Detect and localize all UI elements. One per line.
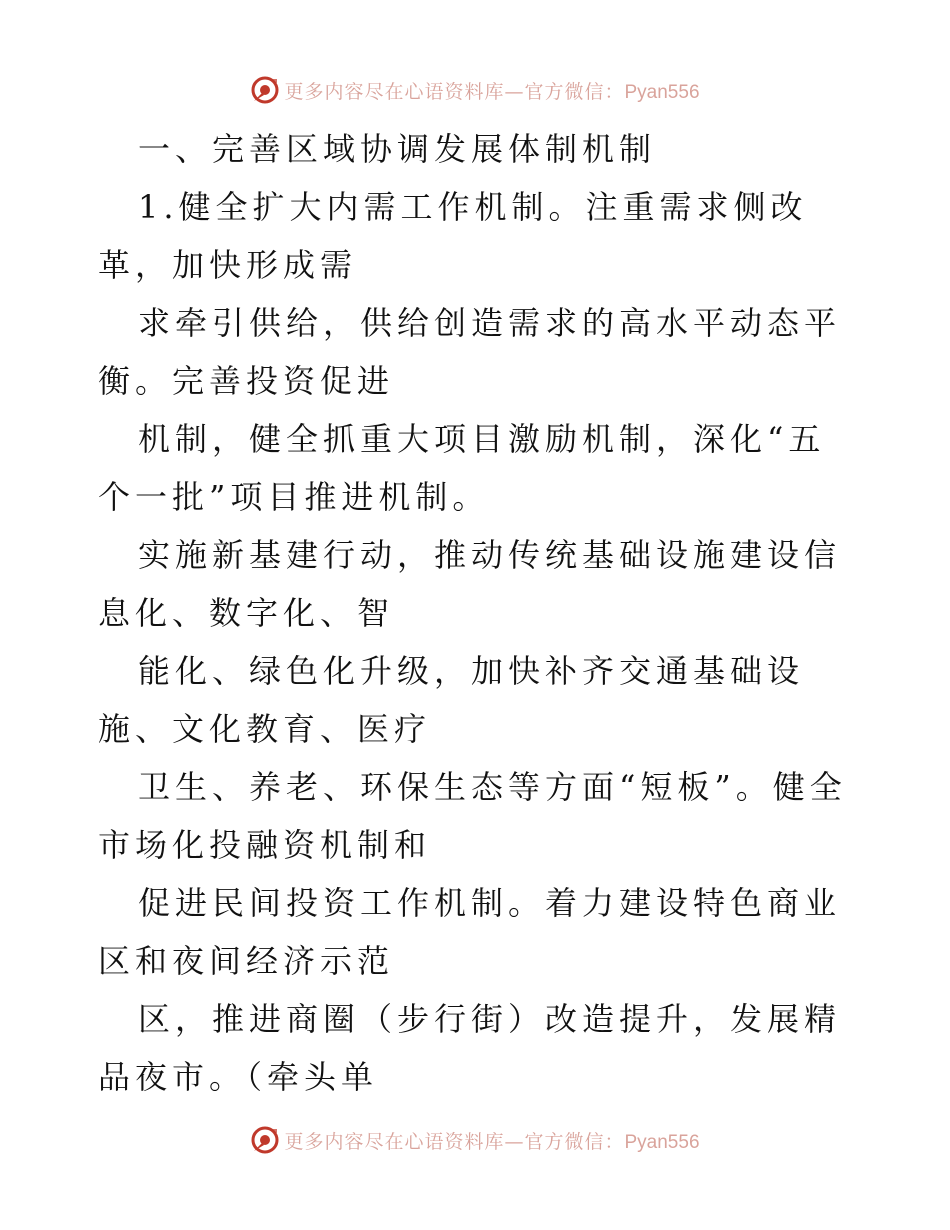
paragraph: 实施新基建行动，推动传统基础设施建设信息化、数字化、智	[98, 536, 842, 632]
section-heading: 一、完善区域协调发展体制机制	[138, 130, 657, 168]
pen-logo-icon	[250, 1125, 280, 1155]
paragraph: 区，推进商圈（步行街）改造提升，发展精品夜市。（牵头单	[98, 1000, 842, 1096]
paragraph: 卫生、养老、环保生态等方面“短板”。健全市场化投融资机制和	[98, 768, 847, 864]
watermark-text: 更多内容尽在心语资料库—官方微信：Pyan556	[284, 80, 700, 103]
paragraph: 机制，健全抓重大项目激励机制，深化“五个一批”项目推进机制。	[98, 420, 826, 516]
paragraph: 促进民间投资工作机制。着力建设特色商业区和夜间经济示范	[98, 884, 842, 980]
paragraph: 能化、绿色化升级，加快补齐交通基础设施、文化教育、医疗	[98, 652, 805, 748]
paragraph: 求牵引供给，供给创造需求的高水平动态平衡。完善投资促进	[98, 304, 842, 400]
document-body	[98, 120, 858, 1106]
footer-watermark	[0, 1120, 950, 1160]
paragraph: 1.健全扩大内需工作机制。注重需求侧改革，加快形成需	[98, 188, 808, 284]
watermark-text: 更多内容尽在心语资料库—官方微信：Pyan556	[284, 1130, 700, 1153]
header-watermark	[0, 70, 950, 110]
pen-logo-icon	[250, 75, 280, 105]
